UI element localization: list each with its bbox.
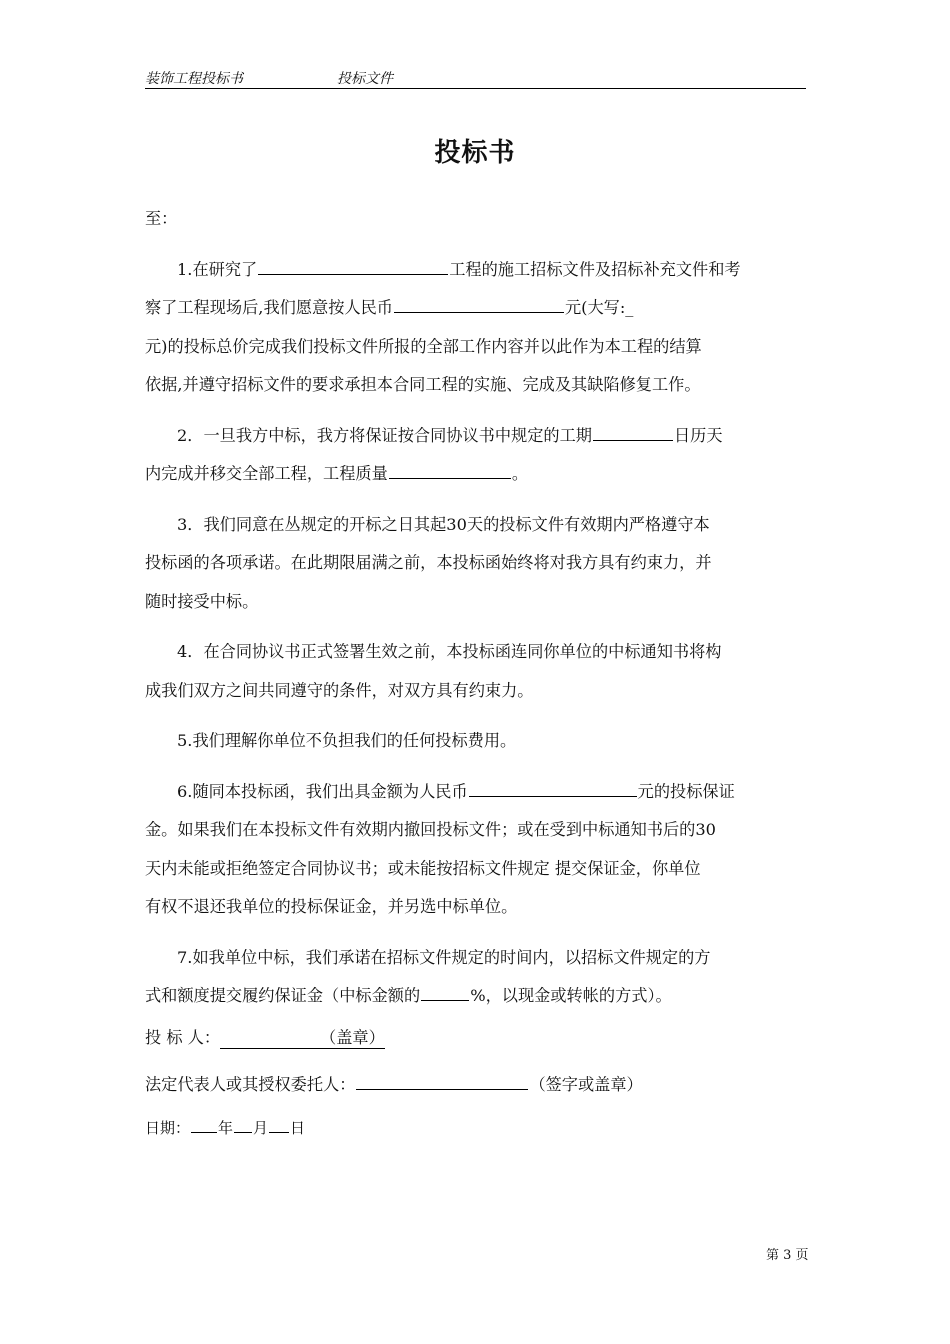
bond-amount-blank[interactable] (469, 777, 637, 797)
percent-blank[interactable] (421, 981, 469, 1001)
year-blank[interactable] (191, 1115, 217, 1133)
quality-blank[interactable] (389, 459, 511, 479)
paragraph-5: 5.我们理解你单位不负担我们的任何投标费用。 (177, 731, 517, 750)
page-header (145, 66, 806, 89)
month-blank[interactable] (234, 1115, 252, 1133)
page-title: 投标书 (434, 138, 516, 168)
document-body (145, 200, 807, 1028)
paragraph-4: 4．在合同协议书正式签署生效之前，本投标函连同你单位的中标通知书将构 成我们双方之间共同遵守的条件，对双方具有约束力。 (145, 642, 722, 700)
header-right: 投标文件 (337, 71, 393, 87)
amount-blank[interactable] (394, 293, 564, 313)
bidder-signature-field[interactable]: （盖章） (220, 1024, 385, 1049)
addressee: 至： (145, 209, 178, 228)
bidder-line: 投 标 人： （盖章） (145, 1024, 385, 1049)
paragraph-3: 3．我们同意在丛规定的开标之日其起30天的投标文件有效期内严格遵守本 投标函的各项承诺。在此期限届满之前，本投标函始终将对我方具有约束力，并 随时接受中标。 (145, 514, 712, 611)
paragraph-7: 7.如我单位中标，我们承诺在招标文件规定的时间内，以招标文件规定的方 式和额度提交履约保证金（中标金额的 %，以现金或转帐的方式）。 (145, 947, 711, 1005)
page-number: 第 3 页 (766, 1248, 809, 1263)
paragraph-2: 2．一旦我方中标，我方将保证按合同协议书中规定的工期 日历天 内完成并移交全部工程，工程质量 。 (145, 417, 807, 494)
paragraph-1: 1.在研究了 工程的施工招标文件及招标补充文件和考 察了工程现场后,我们愿意按人民币 元(大写:_ 元)的投标总价完成我们投标文件所报的全部工作内容并以此作为本工程的结算 依据,并遵守招标文件的要求承担本合同工程的实施、完成及其缺陷修复工作。 (145, 251, 807, 405)
project-name-blank[interactable] (258, 255, 448, 275)
header-left: 装饰工程投标书 (145, 71, 243, 87)
day-blank[interactable] (269, 1115, 289, 1133)
representative-line: 法定代表人或其授权委托人： （签字或盖章） (145, 1070, 643, 1095)
duration-blank[interactable] (593, 421, 673, 441)
paragraph-6: 6.随同本投标函，我们出具金额为人民币 元的投标保证 金。如果我们在本投标文件有效期内撤回投标文件；或在受到中标通知书后的30 天内未能或拒绝签定合同协议书；或未能按招标文件规定 提交保证金，你单位 有权不退还我单位的投标保证金，并另选中标单位。 (145, 773, 807, 927)
representative-signature-field[interactable] (356, 1070, 528, 1090)
date-line: 日期： 年 月 日 (145, 1115, 305, 1138)
